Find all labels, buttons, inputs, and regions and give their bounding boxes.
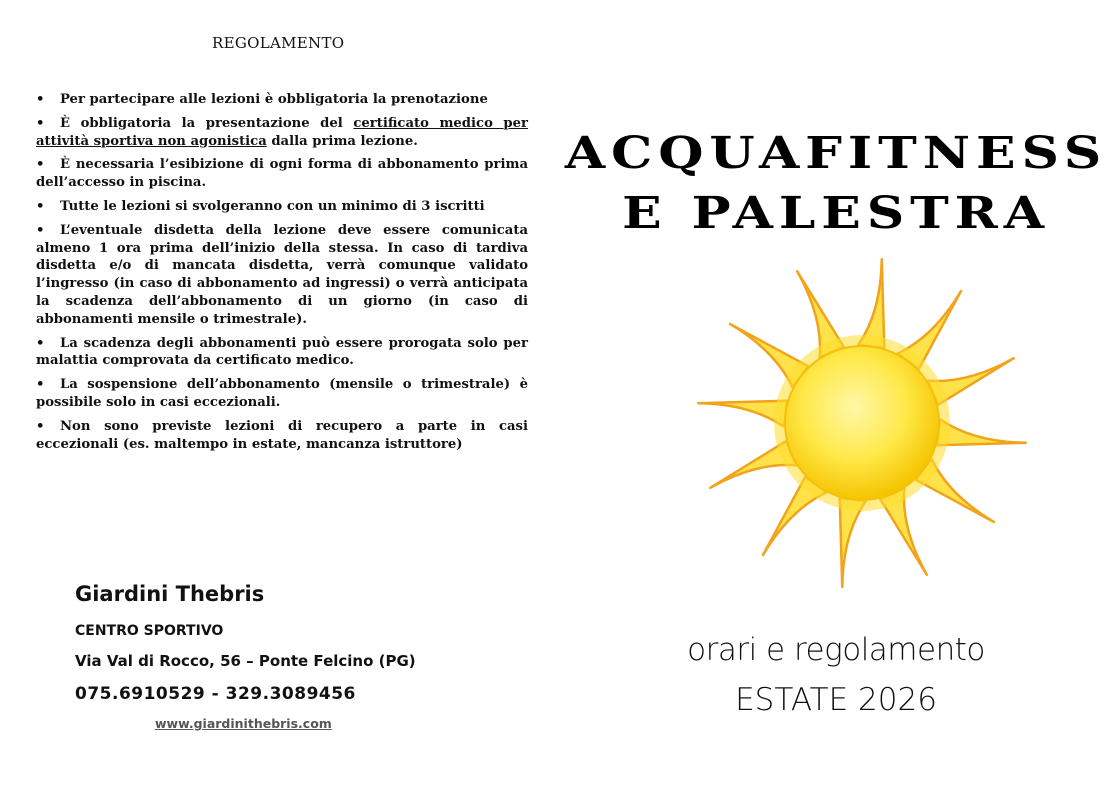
sun-ray bbox=[698, 401, 787, 427]
sun-ray bbox=[858, 259, 884, 348]
website-link[interactable]: www.giardinithebris.com bbox=[155, 716, 332, 731]
cover-subtitle: orari e regolamento bbox=[687, 632, 985, 668]
rule-text: Non sono previste lezioni di recupero a parte in casi eccezionali (es. maltempo in estate, mancanza istruttore) bbox=[36, 418, 528, 452]
cover-title-line2: E PALESTRA bbox=[622, 188, 1050, 239]
rule-item bbox=[36, 115, 528, 151]
bullet-icon: • bbox=[36, 198, 45, 214]
rules-title: REGOLAMENTO bbox=[212, 34, 345, 52]
cover-title-line1: ACQUAFITNESS bbox=[564, 128, 1108, 179]
rule-text: È necessaria l’esibizione di ogni forma di abbonamento prima dell’accesso in piscina. bbox=[36, 157, 528, 191]
rule-item bbox=[36, 156, 528, 192]
rule-item bbox=[36, 376, 528, 412]
rule-text: Per partecipare alle lezioni è obbligatoria la prenotazione bbox=[60, 92, 488, 107]
rule-item bbox=[36, 198, 528, 216]
bullet-icon: • bbox=[36, 377, 45, 393]
bullet-icon: • bbox=[36, 92, 45, 107]
sun-ray bbox=[937, 419, 1026, 445]
rule-item bbox=[36, 91, 528, 109]
medical-certificate-link: certificato medico per attività sportiva non agonistica bbox=[36, 115, 528, 149]
center-address: Via Val di Rocco, 56 – Ponte Felcino (PG) bbox=[75, 652, 416, 670]
bullet-icon: • bbox=[36, 335, 45, 351]
bullet-icon: • bbox=[36, 157, 45, 173]
bullet-icon: • bbox=[36, 115, 45, 131]
bullet-icon: • bbox=[36, 222, 45, 238]
sun-ray bbox=[840, 498, 866, 587]
rule-text: L’eventuale disdetta della lezione deve essere comunicata almeno 1 ora prima dell’inizio della stessa. In caso di tardiva disdetta e/o di mancata disdetta, verrà comunque validato l’ingresso (in caso di abbonamento ad ingressi) o verrà anticipata la scadenza dell’abbonamento di un giorno (in caso di abbonamenti mensile o trimestrale). bbox=[36, 222, 528, 327]
center-name: Giardini Thebris bbox=[75, 582, 265, 606]
rule-item bbox=[36, 418, 528, 454]
cover-season: ESTATE 2026 bbox=[735, 682, 937, 718]
rule-item bbox=[36, 335, 528, 371]
rule-text: La scadenza degli abbonamenti può essere prorogata solo per malattia comprovata da certificato medico. bbox=[36, 335, 528, 369]
rule-text: La sospensione dell’abbonamento (mensile o trimestrale) è possibile solo in casi eccezionali. bbox=[36, 377, 528, 410]
rules-list bbox=[36, 91, 528, 459]
rules-page bbox=[0, 0, 557, 788]
sun-icon bbox=[695, 255, 1030, 590]
rule-item bbox=[36, 222, 528, 329]
sun-core bbox=[785, 346, 939, 500]
center-type: CENTRO SPORTIVO bbox=[75, 623, 224, 639]
center-phones: 075.6910529 - 329.3089456 bbox=[75, 684, 356, 704]
bullet-icon: • bbox=[36, 418, 45, 434]
rule-text: Tutte le lezioni si svolgeranno con un minimo di 3 iscritti bbox=[60, 198, 485, 214]
rule-text: È obbligatoria la presentazione del bbox=[60, 115, 354, 131]
rule-text: dalla prima lezione. bbox=[266, 133, 418, 149]
